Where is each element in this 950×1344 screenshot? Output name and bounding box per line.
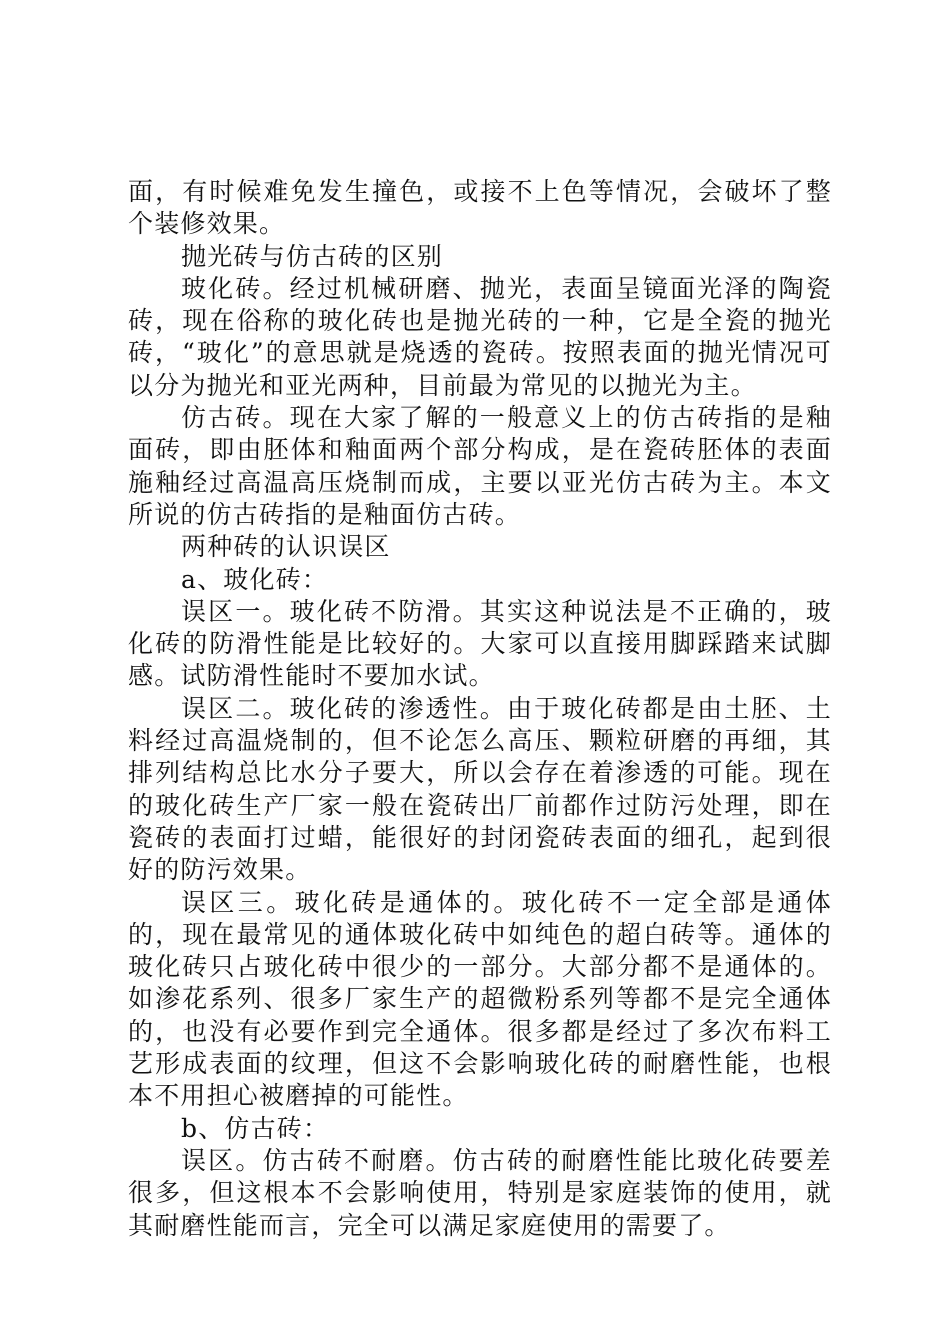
paragraph-vitrified-tile: 玻化砖。经过机械研磨、抛光，表面呈镜面光泽的陶瓷砖，现在俗称的玻化砖也是抛光砖的一种，它是全瓷的抛光砖，“玻化”的意思就是烧透的瓷砖。按照表面的抛光情况可以分为抛光和亚光两种，目前最为常见的以抛光为主。 [128, 273, 832, 400]
paragraph-continuation: 面，有时候难免发生撞色，或接不上色等情况，会破坏了整个装修效果。 [128, 177, 832, 239]
paragraph-misconception-2: 误区二。玻化砖的渗透性。由于玻化砖都是由土胚、土料经过高温烧制的，但不论怎么高压、颗粒研磨的再细，其排列结构总比水分子要大，所以会存在着渗透的可能。现在的玻化砖生产厂家一般在瓷砖出厂前都作过防污处理，即在瓷砖的表面打过蜡，能很好的封闭瓷砖表面的细孔，起到很好的防污效果。 [128, 693, 832, 885]
paragraph-misconception-3: 误区三。玻化砖是通体的。玻化砖不一定全部是通体的，现在最常见的通体玻化砖中如纯色的超白砖等。通体的玻化砖只占玻化砖中很少的一部分。大部分都不是通体的。如渗花系列、很多厂家生产的超微粉系列等都不是完全通体的，也没有必要作到完全通体。很多都是经过了多次布料工艺形成表面的纹理，但这不会影响玻化砖的耐磨性能，也根本不用担心被磨掉的可能性。 [128, 887, 832, 1111]
subheading-antique: b、仿古砖： [181, 1113, 330, 1143]
section-heading-difference: 抛光砖与仿古砖的区别 [181, 241, 444, 271]
paragraph-misconception-1: 误区一。玻化砖不防滑。其实这种说法是不正确的，玻化砖的防滑性能是比较好的。大家可以直接用脚踩踏来试脚感。试防滑性能时不要加水试。 [128, 596, 832, 691]
section-heading-misconceptions: 两种砖的认识误区 [181, 532, 391, 562]
document-body [128, 176, 832, 1242]
paragraph-antique-misconception: 误区。仿古砖不耐磨。仿古砖的耐磨性能比玻化砖要差很多，但这根本不会影响使用，特别是家庭装饰的使用，就其耐磨性能而言，完全可以满足家庭使用的需要了。 [128, 1145, 832, 1240]
subheading-vitrified: a、玻化砖： [181, 564, 329, 594]
paragraph-antique-tile: 仿古砖。现在大家了解的一般意义上的仿古砖指的是釉面砖，即由胚体和釉面两个部分构成，是在瓷砖胚体的表面施釉经过高温高压烧制而成，主要以亚光仿古砖为主。本文所说的仿古砖指的是釉面仿古砖。 [128, 403, 832, 529]
